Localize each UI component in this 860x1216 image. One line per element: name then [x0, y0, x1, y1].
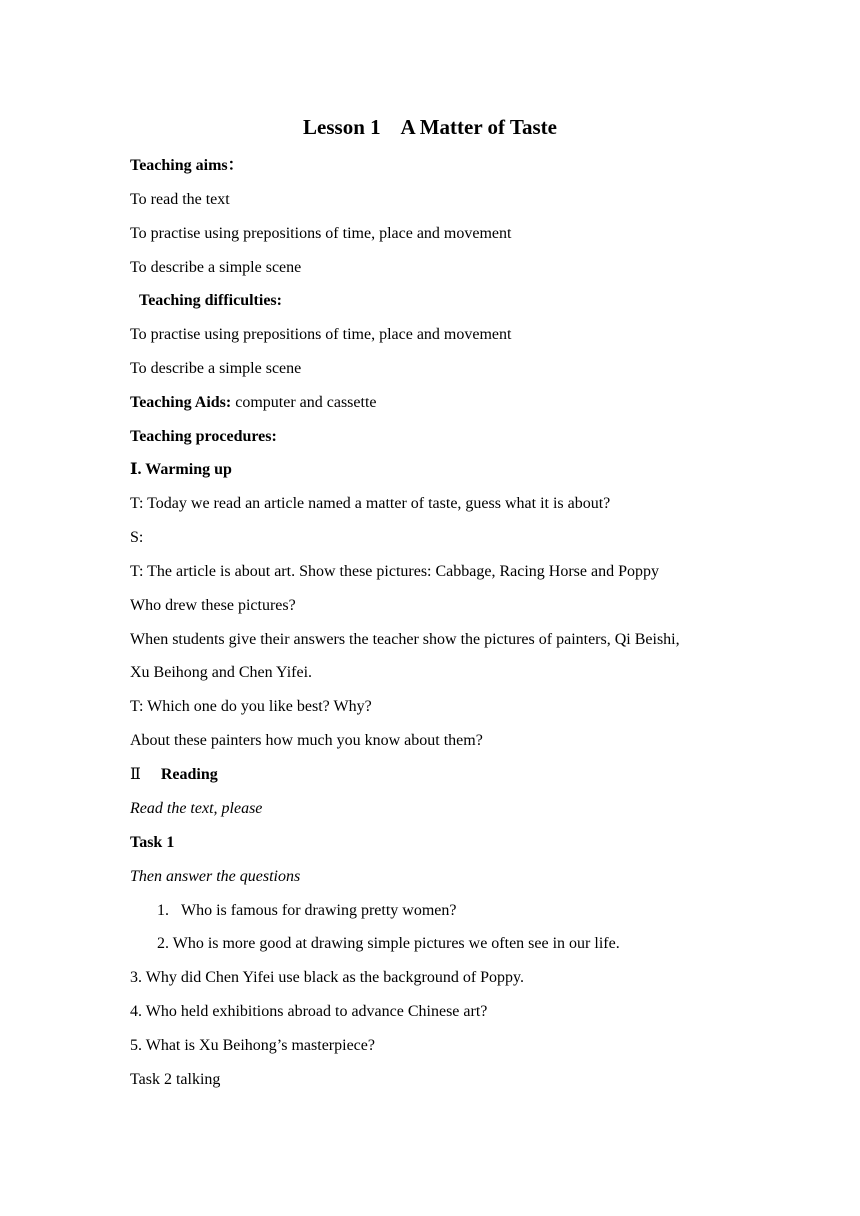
- teaching-aims-heading: Teaching aims：: [130, 157, 244, 174]
- question-1-number: 1.: [157, 902, 169, 919]
- teaching-difficulties-heading: Teaching difficulties:: [139, 292, 282, 309]
- warming-line: T: The article is about art. Show these pictures: Cabbage, Racing Horse and Poppy: [130, 563, 659, 580]
- reading-heading-line: [130, 764, 218, 786]
- task-2-heading: Task 2 talking: [130, 1071, 221, 1088]
- question-1-text: Who is famous for drawing pretty women?: [181, 902, 457, 919]
- difficulty-item: To practise using prepositions of time, place and movement: [130, 326, 512, 343]
- task-1-instruction: Then answer the questions: [130, 868, 301, 885]
- teaching-aids-label: Teaching Aids:: [130, 394, 232, 411]
- question-4: 4. Who held exhibitions abroad to advance Chinese art?: [130, 1003, 488, 1020]
- read-instruction: Read the text, please: [130, 800, 263, 817]
- question-1: [157, 900, 456, 922]
- lesson-title: Lesson 1 A Matter of Taste: [303, 115, 557, 139]
- section-two-numeral: Ⅱ: [130, 766, 141, 783]
- question-5: 5. What is Xu Beihong’s masterpiece?: [130, 1037, 375, 1054]
- aim-item: To practise using prepositions of time, place and movement: [130, 225, 512, 242]
- teaching-aids-value: computer and cassette: [231, 394, 377, 411]
- task-1-heading: Task 1: [130, 834, 175, 851]
- warming-line: About these painters how much you know about them?: [130, 732, 483, 749]
- aim-item: To read the text: [130, 191, 230, 208]
- warming-line: S:: [130, 529, 144, 546]
- difficulty-item: To describe a simple scene: [130, 360, 302, 377]
- question-3: 3. Why did Chen Yifei use black as the background of Poppy.: [130, 969, 524, 986]
- reading-heading: Reading: [160, 766, 218, 783]
- teaching-aids-line: [130, 392, 377, 414]
- warming-line: Who drew these pictures?: [130, 597, 296, 614]
- question-2: 2. Who is more good at drawing simple pictures we often see in our life.: [157, 935, 620, 952]
- warming-line: T: Which one do you like best? Why?: [130, 698, 372, 715]
- warming-line: Xu Beihong and Chen Yifei.: [130, 664, 313, 681]
- warming-line: T: Today we read an article named a matter of taste, guess what it is about?: [130, 495, 611, 512]
- teaching-procedures-heading: Teaching procedures:: [130, 428, 277, 445]
- warming-up-heading: Ⅰ. Warming up: [130, 461, 232, 478]
- aim-item: To describe a simple scene: [130, 259, 302, 276]
- warming-line: When students give their answers the teacher show the pictures of painters, Qi Beishi,: [130, 631, 680, 648]
